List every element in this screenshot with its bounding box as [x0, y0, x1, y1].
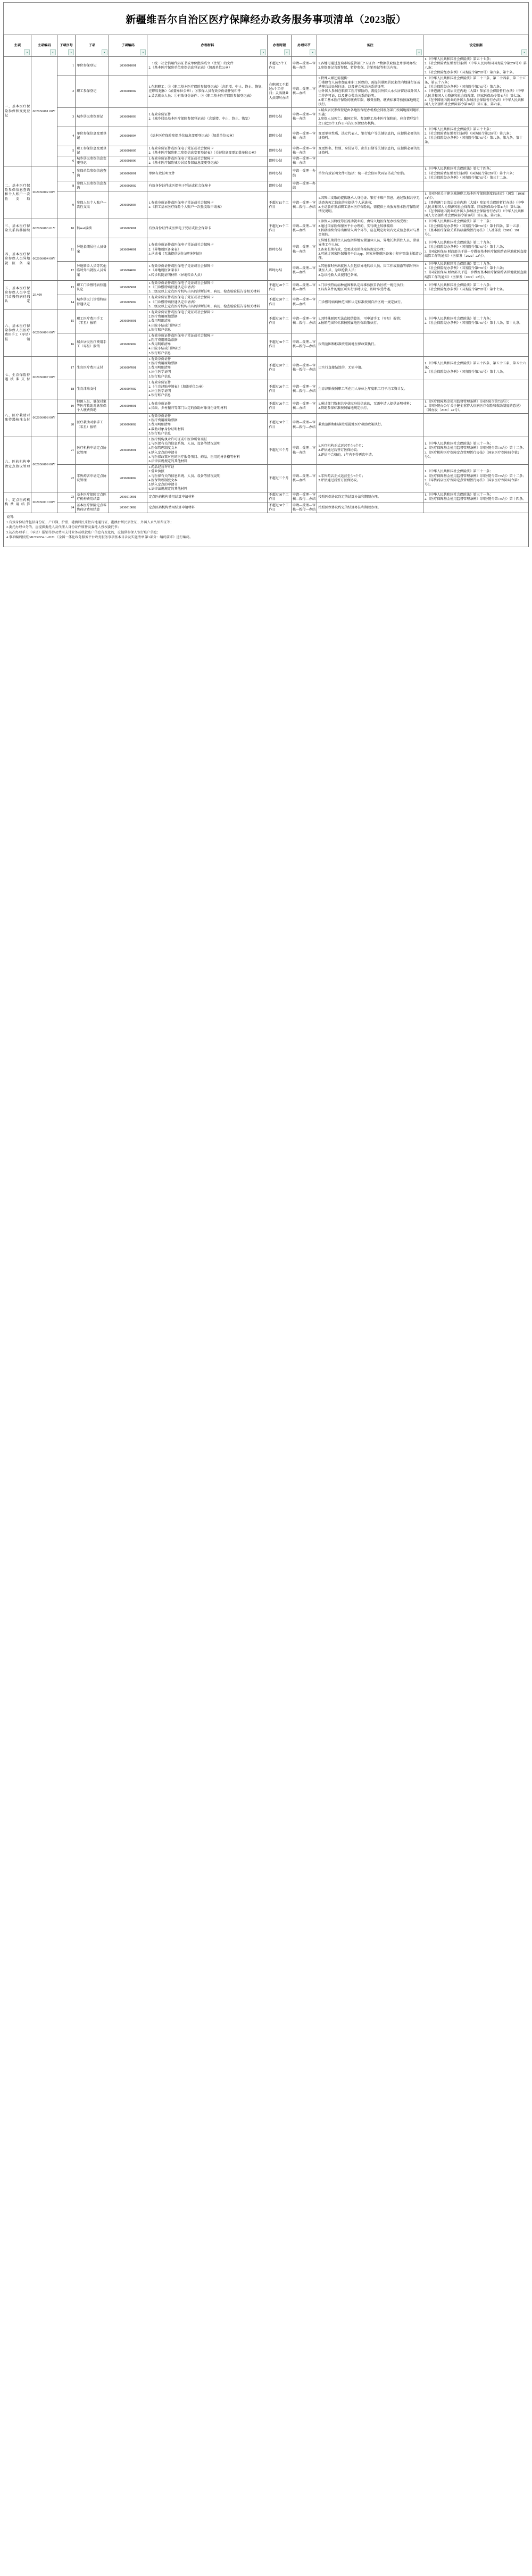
steps-cell: 申请—受理—审核—办结 — [291, 156, 317, 166]
sub-item-code-cell: 2036004002 — [109, 262, 147, 281]
basis-cell: 1.《中华人民共和国社会保险法》第三十一条； 2.《医疗保障基金使用监督管理条例》（国务院令第735号）第十二条； 3.《零售药店医疗保障定点管理暂行办法》（国家医疗保障局令第3号）。 — [423, 465, 529, 492]
remark-cell: 1.特殊人群还需提供： ①港澳台人员参加在职职工医保的，需提供港澳居民来往内地通行证或港澳台居民居住证，以及建立劳动关系的证明； ②外国人参加在职职工医疗保险的，需提供外国人永久居留证或外国人工作许可证，以及建立劳动关系的证明。 2.职工基本医疗保险的缴费年限、缴费基数、缴费标准等按照属地规定执行。 — [317, 76, 423, 107]
basis-cell: 1.《中华人民共和国社会保险法》第二十九条； 2.《社会保险经办条例》（国务院令第765号）第十六条； 3.《国家医保局 财政部关于进一步做好基本医疗保险跨省异地就医直接结算工作的通知》（医保发〔2022〕22号）。 — [423, 262, 529, 281]
sub-item-code-cell: 2036001002 — [109, 76, 147, 107]
sub-item-name-cell: 生育医疗费用支付 — [76, 356, 109, 380]
sub-item-name-cell: 参保人员参保信息查询 — [76, 181, 109, 191]
time-limit-cell: 即时办结 — [268, 156, 291, 166]
materials-cell: 1.有效身份证件 2.《生育津贴申领表》（加盖单位公章） 3.出生医学证明 4.银行账户信息 — [147, 380, 268, 399]
steps-cell: 申请—受理—办结 — [291, 181, 317, 191]
basis-cell — [423, 333, 529, 356]
time-limit-cell: 不超过15个工作日 — [268, 219, 291, 238]
main-item-cell: 十、定点医药机构费用结算 — [4, 492, 31, 513]
steps-cell: 申请—受理—审核—拨付—办结 — [291, 503, 317, 513]
sub-item-number-cell: 7 — [57, 166, 75, 181]
materials-cell: 1.药品经营许可证 2.营业执照 3.与医保有关的信息系统、人员、设备等情况说明 4.医保管理制度文本 5.纳入定点的申请书 6.法律法规规定的其他材料 — [147, 465, 268, 492]
sub-item-code-cell: 2036002002 — [109, 181, 147, 191]
main-item-code-cell: 002036002 00Y — [31, 166, 57, 219]
sub-item-number-cell: 4 — [57, 127, 75, 146]
sub-item-number-cell: 17 — [57, 356, 75, 380]
footnotes — [3, 513, 529, 547]
steps-cell: 申请—受理—审核—拨付—办结 — [291, 356, 317, 380]
filter-dropdown-icon[interactable] — [284, 49, 290, 55]
sub-item-code-cell: 2036006001 — [109, 310, 147, 333]
main-item-code-cell: 002036003 01Y — [31, 219, 57, 238]
sub-item-name-cell: 单位参保登记 — [76, 57, 109, 76]
main-item-cell: 九、医药机构申请定点协议管理 — [4, 437, 31, 492]
sub-item-number-cell: 24 — [57, 503, 75, 513]
main-item-cell: 三、基本医疗保险关系转移接续 — [4, 219, 31, 238]
basis-cell: 1.《中华人民共和国社会保险法》第三十二条； 2.《社会保险经办条例》（国务院令第765号）第十四条、第十五条； 3.《基本医疗保险关系转移接续暂行办法》（人社部发〔2009〕191号）。 — [423, 219, 529, 238]
sub-item-number-cell: 8 — [57, 181, 75, 191]
sub-item-number-cell: 18 — [57, 380, 75, 399]
basis-cell — [423, 295, 529, 310]
basis-cell — [423, 503, 529, 513]
table-row — [4, 380, 529, 399]
filter-dropdown-icon[interactable] — [416, 49, 422, 55]
header-label: 子项 — [88, 43, 96, 47]
materials-cell: 1.有效身份证件 2.《城乡居民基本医疗保险参保登记表》（含新增、中止、终止、恢复） — [147, 108, 268, 127]
time-limit-cell: 不超过20个工作日 — [268, 295, 291, 310]
table-row — [4, 414, 529, 437]
time-limit-cell: 不超过5个工作日 — [268, 57, 291, 76]
remark-cell: 1.零售药店正式运营至少3个月； 2.评估通过后签订医保协议。 — [317, 465, 423, 492]
sub-item-number-cell: 1 — [57, 57, 75, 76]
remark-cell: 按照医保协议约定的结算办法和期限办理。 — [317, 492, 423, 503]
main-item-code-cell: 002036007 00Y — [31, 356, 57, 399]
steps-cell: 申请—受理—审核—办结 — [291, 219, 317, 238]
remark-cell: 1.医疗机构正式运营至少3个月； 2.评估通过后签订医保协议； 3.评估不合格的，1年内不得再次申请。 — [317, 437, 423, 465]
materials-cell: 1.有效身份证件或医保电子凭证或社会保障卡 2.《异地就医备案表》 3.承诺书（无法提供居住证明材料的） — [147, 238, 268, 262]
sub-item-code-cell: 2036010002 — [109, 503, 147, 513]
sub-item-code-cell: 2036008001 — [109, 399, 147, 414]
table-row — [4, 437, 529, 465]
basis-cell: 1.《中华人民共和国社会保险法》第三十一条； 2.《医疗保障基金使用监督管理条例》（国务院令第735号）第十二条； 3.《医疗机构医疗保障定点管理暂行办法》（国家医疗保障局令第2号）。 — [423, 437, 529, 465]
materials-cell: 1.在职职工：①《职工基本医疗保险参保登记表》（含新增、中止、终止、恢复、在职转退休）（加盖单位公章）；②参保人员有效身份证件复印件 2.灵活就业人员：①有效身份证件；②《职工基本医疗保险参保登记表》 — [147, 76, 268, 107]
time-limit-cell: 不超过30个工作日 — [268, 414, 291, 437]
service-items-table — [3, 35, 529, 513]
sub-item-number-cell: 21 — [57, 437, 75, 465]
sub-item-code-cell: 2036001004 — [109, 127, 147, 146]
steps-cell: 申请—受理—审核—办结 — [291, 280, 317, 295]
time-limit-cell: 即时办结 — [268, 127, 291, 146]
materials-cell: 1.有效身份证件或医保电子凭证或社会保障卡 2.《门诊慢特病待遇认定申请表》 3.二级及以上定点医疗机构出具的诊断证明、病历、检查检验报告等相关材料 — [147, 295, 268, 310]
steps-cell: 申请—受理—审核—办结 — [291, 127, 317, 146]
remark-cell: 1.门诊慢特病病种范围和认定标准按照自治区统一规定执行； 2.具备条件的地区可实行即时认定、即时享受待遇。 — [317, 280, 423, 295]
time-limit-cell: 即时办结 — [268, 146, 291, 156]
main-item-code-cell: 002036001 00Y — [31, 57, 57, 166]
table-row — [4, 310, 529, 333]
main-item-cell: 五、基本医疗保险参保人员享受门诊慢特病待遇认定 — [4, 280, 31, 310]
time-limit-cell: 不超过20个工作日 — [268, 399, 291, 414]
column-header-main — [4, 35, 31, 57]
sub-item-name-cell: 生育津贴支付 — [76, 380, 109, 399]
sub-item-code-cell: 2036006002 — [109, 333, 147, 356]
table-row — [4, 280, 529, 295]
main-item-cell: 七、生育保险待遇核准支付 — [4, 356, 31, 399]
sub-item-number-cell: 9 — [57, 191, 75, 219]
main-item-code-cell: 2E+09 — [31, 280, 57, 310]
filter-dropdown-icon[interactable] — [310, 49, 315, 55]
basis-cell — [423, 146, 529, 156]
materials-cell: 1.有效身份证件或医保电子凭证或社会保障卡 2.医疗费用原始票据 3.费用明细清单 4.出院小结或门诊病历 5.银行账户信息 — [147, 310, 268, 333]
filter-dropdown-icon[interactable] — [140, 49, 146, 55]
main-item-code-cell: 002036006 00Y — [31, 310, 57, 356]
table-row — [4, 191, 529, 219]
table-row — [4, 356, 529, 380]
header-label: 设定依据 — [469, 43, 483, 47]
main-item-cell: 二、基本医疗保险参保信息查询和个人账户一次性支取 — [4, 166, 31, 219]
sub-item-name-cell: 医疗救助对象手工（零星）报销 — [76, 414, 109, 437]
note-item: 2.委托办理业务的，应提供委托人及代理人身份证件原件及委托人授权委托书； — [6, 525, 121, 530]
time-limit-cell: 不超过三个月 — [268, 437, 291, 465]
remark-cell: 门诊慢特病病种范围和认定标准按照自治区统一规定执行。 — [317, 295, 423, 310]
sub-item-code-cell: 2036004001 — [109, 238, 147, 262]
remark-cell: 变更单位性质、法定代表人、银行账户等关键信息的，应提供必要的佐证资料。 — [317, 127, 423, 146]
filter-dropdown-icon[interactable] — [68, 49, 74, 55]
time-limit-cell: 不超过20个工作日 — [268, 280, 291, 295]
sub-item-name-cell: 特困人员、低保对象等医疗救助对象参保个人缴费资助 — [76, 399, 109, 414]
sub-item-code-cell: 2036001003 — [109, 108, 147, 127]
sub-item-name-cell: 职工参保信息变更登记 — [76, 146, 109, 156]
main-item-cell: 一、基本医疗保险参保和变更登记 — [4, 57, 31, 166]
main-item-code-cell: 002036008 00Y — [31, 399, 57, 437]
remark-cell: 按照医保协议约定的结算办法和期限办理。 — [317, 503, 423, 513]
table-row — [4, 127, 529, 146]
sub-item-number-cell: 13 — [57, 280, 75, 295]
column-header-sub-code — [109, 35, 147, 57]
column-header-materials — [147, 35, 268, 57]
sub-item-name-cell: 异地转诊人员等其他临时外出就医人员备案 — [76, 262, 109, 281]
time-limit-cell: 不超过20个工作日 — [268, 380, 291, 399]
basis-cell: 1.《中华人民共和国社会保险法》第五十七条； 2.《社会保险费征缴暂行条例 （中华人民共和国国务院令第259号）》第八条； 3.《社会保险经办条例》（国务院令第765号）第六条、第十条。 — [423, 57, 529, 76]
column-header-main-code — [31, 35, 57, 57]
sub-item-name-cell: 职工参保登记 — [76, 76, 109, 107]
materials-cell: 1.医疗机构执业许可证或中医诊所备案证 2.与医保有关的信息系统、人员、设备等情况说明 3.医保管理制度文本 4.纳入定点的申请书 5.与医保政策对应的医疗服务项目、药品、医用耗材价格等材料 6.法律法规规定的其他材料 — [147, 437, 268, 465]
table-body — [4, 57, 529, 513]
materials-cell: 定点医药机构费用结算申请材料 — [147, 492, 268, 503]
table-row — [4, 76, 529, 107]
sub-item-name-cell: 异地长期居住人员备案 — [76, 238, 109, 262]
sub-item-number-cell: 20 — [57, 414, 75, 437]
materials-cell: 1.统一社会信用代码证书或单位批准成立（注销）的文件 2.《基本医疗保险单位参保信息登记表》（加盖单位公章） — [147, 57, 268, 76]
basis-cell: 1.《中华人民共和国社会保险法》第五十七条； 2.《社会保险费征缴暂行条例》（国务院令第259号）第九条； 3.《社会保险经办条例》（国务院令第765号）第八条、第九条、第十条。 — [423, 127, 529, 146]
table-row — [4, 219, 529, 238]
sub-item-code-cell: 2036009001 — [109, 437, 147, 465]
header-label: 子项编码 — [121, 43, 135, 47]
filter-dropdown-icon[interactable] — [102, 49, 107, 55]
sub-item-number-cell: 5 — [57, 146, 75, 156]
basis-cell — [423, 414, 529, 437]
notes-heading: 说明： — [6, 515, 16, 519]
sub-item-code-cell: 2036002001 — [109, 166, 147, 181]
materials-cell: 1.有效身份证件 2.医疗费用原始票据 3.费用明细清单 4.救助对象身份证明材料 5.银行账户信息 — [147, 414, 268, 437]
header-label: 备注 — [367, 43, 373, 47]
sub-item-name-cell: 参保人员个人账户一次性支取 — [76, 191, 109, 219]
column-header-steps — [291, 35, 317, 57]
sub-item-name-cell: 零售药店申请定点协议管理 — [76, 465, 109, 492]
materials-cell: 1.有效身份证件 2.民政、乡村振兴等部门认定的救助对象身份证明材料 — [147, 399, 268, 414]
basis-cell: 1.《中华人民共和国社会保险法》第七十四条； 2.《社会保险费征缴暂行条例》（国务院令第259号）第十六条； 3.《社会保险经办条例》（国务院令第765号）第三十二条。 — [423, 166, 529, 181]
time-limit-cell: 即时办结 — [268, 166, 291, 181]
steps-cell: 申请—受理—办结 — [291, 166, 317, 181]
sub-item-code-cell: 2036009002 — [109, 465, 147, 492]
table-row — [4, 181, 529, 191]
remark-cell: 1.异地长期居住人员包括异地安置退休人员、异地长期居住人员、常驻异地工作人员； 2.备案长期有效，变更或取消备案按规定办理； 3.可通过国家医保服务平台App、国家异地就医备案小程序等线上渠道办理。 — [317, 238, 423, 262]
header-label: 办理时限 — [272, 43, 286, 47]
filter-dropdown-icon[interactable] — [521, 49, 527, 55]
table-row — [4, 492, 529, 503]
sub-item-name-cell: 医疗机构申请定点协议管理 — [76, 437, 109, 465]
table-row — [4, 295, 529, 310]
filter-dropdown-icon[interactable] — [260, 49, 266, 55]
time-limit-cell: 不超过30个工作日 — [268, 492, 291, 503]
basis-cell — [423, 181, 529, 191]
table-row — [4, 399, 529, 414]
header-row — [4, 35, 529, 57]
header-label: 主项编码 — [37, 43, 51, 47]
main-item-code-cell: 002036010 00Y — [31, 492, 57, 513]
steps-cell: 申请—受理—审核—拨付—办结 — [291, 191, 317, 219]
main-item-cell: 四、基本医疗保险参保人员异地就医备案 — [4, 238, 31, 281]
table-row — [4, 57, 529, 76]
main-item-code-cell: 002036004 00Y — [31, 238, 57, 281]
materials-cell: 1.有效身份证件或医保电子凭证或社会保障卡 2.医疗费用原始票据 3.费用明细清单 4.出院小结或门诊病历 5.银行账户信息 — [147, 333, 268, 356]
time-limit-cell: 不超过30个工作日 — [268, 503, 291, 513]
table-row — [4, 166, 529, 181]
time-limit-cell: 不超过30个工作日 — [268, 333, 291, 356]
remark-cell: 1.各地可通过查询市场监管部门“五证合一”数据获取信息并即时办结； 2.参保登记含新参保、暂停参保、注销登记等相关内容。 — [317, 57, 423, 76]
time-limit-cell: 不超过30个工作日 — [268, 310, 291, 333]
sub-item-code-cell: 2036007001 — [109, 356, 147, 380]
sub-item-number-cell: 23 — [57, 492, 75, 503]
steps-cell: 申请—受理—审核—办结 — [291, 108, 317, 127]
sub-item-code-cell: 2036008002 — [109, 414, 147, 437]
sub-item-number-cell: 22 — [57, 465, 75, 492]
sub-item-name-cell: 职工医疗费用手工（零星）报销 — [76, 310, 109, 333]
steps-cell: 申请—受理—审核—办结 — [291, 57, 317, 76]
basis-cell: 1.《中华人民共和国社会保险法》第二十九条； 2.《社会保险经办条例》（国务院令第765号）第十八条、第十九条。 — [423, 310, 529, 333]
header-label: 办理材料 — [201, 43, 214, 47]
materials-cell: 有效身份证件或医保电子凭证或社会保障卡 — [147, 219, 268, 238]
header-label: 主项 — [14, 43, 21, 47]
remark-cell: 1.其他临时外出就医人员包括异地转诊人员、因工作或旅游等临时外出就医人员、急诊抢救人员； 2.急诊抢救人员视同已备案。 — [317, 262, 423, 281]
remark-cell: 1.通过部门数据共享获取身份信息的，无需申请人提供证明材料； 2.资助参保标准按照属地规定执行。 — [317, 399, 423, 414]
filter-dropdown-icon[interactable] — [50, 49, 56, 55]
materials-cell: 单位有效证明文件 — [147, 166, 268, 181]
sub-item-code-cell: 2036007002 — [109, 380, 147, 399]
remark-cell: 生育津贴按照职工所在用人单位上年度职工月平均工资计发。 — [317, 380, 423, 399]
steps-cell: 申请—受理—审核—拨付—办结 — [291, 414, 317, 437]
sub-item-name-cell: 城乡居民参保信息变更登记 — [76, 156, 109, 166]
remark-cell — [317, 181, 423, 191]
sub-item-code-cell: 2036001005 — [109, 146, 147, 156]
sub-item-number-cell: 16 — [57, 333, 75, 356]
column-header-time-limit — [268, 35, 291, 57]
table-row — [4, 465, 529, 492]
table-row — [4, 333, 529, 356]
steps-cell: 申请—受理—审核—办结 — [291, 262, 317, 281]
basis-cell: 1.《医疗保障基金使用监督管理条例》（国务院令第735号）； 2.《国务院办公厅关于健全重特大疾病医疗保险和救助制度的意见》（国办发〔2021〕42号）。 — [423, 399, 529, 414]
page-title: 新疆维吾尔自治区医疗保障经办政务服务事项清单（2023版） — [126, 14, 406, 26]
remark-cell: 变更姓名、性别、身份证号、出生日期等关键信息的，应提供必要的佐证资料。 — [317, 146, 423, 156]
sub-item-name-cell: 职工门诊慢特病待遇认定 — [76, 280, 109, 295]
steps-cell: 申请—受理—审核—办结 — [291, 238, 317, 262]
document-page — [0, 2, 532, 547]
table-row — [4, 262, 529, 281]
remark-cell: 救助范围和标准按照属地医疗救助政策执行。 — [317, 414, 423, 437]
sub-item-name-cell: 单位参保信息变更登记 — [76, 127, 109, 146]
remark-cell: 1.因死亡支取的提供继承人身份证、银行卡账户信息，通过数据共享无法查询死亡信息的应提供个人承诺书； 2.主动放弃参加职工基本医疗保险的，需提供主动放弃基本医疗保险的情况说明。 — [317, 191, 423, 219]
sub-item-name-cell: 转моё接续 — [76, 219, 109, 238]
sub-item-name-cell: 参保单位参保信息查询 — [76, 166, 109, 181]
steps-cell: 申请—受理—审核—拨付—办结 — [291, 380, 317, 399]
steps-cell: 申请—受理—审核—办结 — [291, 76, 317, 107]
materials-cell: 1.有效身份证件或医保电子凭证或社会保障卡 2.《基本医疗保险职工参保信息变更登记表》（关键信息变更加盖单位公章） — [147, 146, 268, 156]
sub-item-number-cell: 6 — [57, 156, 75, 166]
sub-item-number-cell: 11 — [57, 238, 75, 262]
table-row — [4, 108, 529, 127]
basis-cell: 1.《中华人民共和国社会保险法》第二十九条； 2.《社会保险经办条例》（国务院令第765号）第十六条； 3.《国家医保局 财政部关于进一步做好基本医疗保险跨省异地就医直接结算工作的通知》（医保发〔2022〕22号）。 — [423, 238, 529, 262]
sub-item-number-cell: 12 — [57, 262, 75, 281]
filter-dropdown-icon[interactable] — [24, 49, 30, 55]
time-limit-cell: 即时办结 — [268, 181, 291, 191]
sub-item-name-cell: 基本医疗保险定点医疗机构费用结算 — [76, 492, 109, 503]
remark-cell: 1.城乡居民参保登记由各地医保经办机构会同税务部门按属地原则组织实施； 2.参保人员死亡、出国定居、参加职工基本医疗保险的，应自情形发生之日起20个工作日内告知医保经办机构。 — [317, 108, 423, 127]
steps-cell: 申请—受理—审核—办结 — [291, 437, 317, 465]
steps-cell: 申请—受理—审核—办结 — [291, 295, 317, 310]
steps-cell: 申请—受理—审核—拨付—办结 — [291, 333, 317, 356]
materials-cell: 《基本医疗保险参保单位信息变更登记表》（加盖单位公章） — [147, 127, 268, 146]
sub-item-number-cell: 14 — [57, 295, 75, 310]
materials-cell: 1.有效身份证件或医保电子凭证或社会保障卡 2.《职工基本医疗保险个人账户一次性支取申请表》 — [147, 191, 268, 219]
materials-cell: 有效身份证件或医保电子凭证或社会保障卡 — [147, 181, 268, 191]
materials-cell: 1.有效身份证件或医保电子凭证或社会保障卡 2.《基本医疗保险城乡居民参保信息变更登记表》 — [147, 156, 268, 166]
steps-cell: 申请—受理—审核—办结 — [291, 146, 317, 156]
basis-cell: 1.《中华人民共和国社会保险法》第二十三条、第二十四条、第二十五条、第五十八条； 2.《社会保险经办条例》（国务院令第765号）第六条； 3.《香港澳门台湾居民在内地（大陆）参加社会保险暂行办法》（中华人民共和国人力资源和社会保障部、国家医保局令第41号）第七条； 4.《在中国境内就业的外国人参加社会保险暂行办法》（中华人民共和国人力资源和社会保障部令第16号）第五条、第六条。 — [423, 76, 529, 107]
steps-cell: 申请—受理—审核—办结 — [291, 465, 317, 492]
time-limit-cell: 即时办结 — [268, 238, 291, 262]
table-row — [4, 238, 529, 262]
remark-cell: 1.参保人员跨统筹区流动就业的，由转入地医保经办机构受理； 2.通过国家医保服务平台办理的，实行线上转移接续； 3.转移接续含转出和转入两个环节，应在规定时限内完成信息核对与基金划转。 — [317, 219, 423, 238]
sub-item-name-cell: 城乡居民医疗费用手工（零星）报销 — [76, 333, 109, 356]
materials-cell: 定点医药机构费用结算申请材料 — [147, 503, 268, 513]
time-limit-cell: 不超过15个工作日 — [268, 191, 291, 219]
time-limit-cell: 在职职工不超过5个工作日；灵活就业人员即时办结 — [268, 76, 291, 107]
basis-cell: 1.《中华人民共和国社会保险法》第二十八条； 2.《社会保险经办条例》（国务院令第765号）第十七条。 — [423, 280, 529, 295]
time-limit-cell: 不超过20个工作日 — [268, 356, 291, 380]
header-label: 子项序号 — [60, 43, 73, 47]
remark-cell: 报销范围和标准按照属地医保政策执行。 — [317, 333, 423, 356]
materials-cell: 1.有效身份证件或医保电子凭证或社会保障卡 2.《异地就医备案表》 3.转诊转院证明材料（异地转诊人员） — [147, 262, 268, 281]
note-item: 3.初次办理手工（零星）报销等涉及费用支付业务或收款账户信息有变化的，应提供参保人银行账户信息； — [6, 530, 161, 534]
sub-item-code-cell: 2036001001 — [109, 57, 147, 76]
table-row — [4, 503, 529, 513]
basis-cell — [423, 108, 529, 127]
sub-item-number-cell: 19 — [57, 399, 75, 414]
sub-item-code-cell: 2036005002 — [109, 295, 147, 310]
steps-cell: 申请—受理—审核—拨付—办结 — [291, 310, 317, 333]
column-header-sub — [76, 35, 109, 57]
table-row — [4, 146, 529, 156]
column-header-remark — [317, 35, 423, 57]
sub-item-name-cell: 城乡居民门诊慢特病待遇认定 — [76, 295, 109, 310]
sub-item-code-cell: 2036003001 — [109, 219, 147, 238]
sub-item-number-cell: 15 — [57, 310, 75, 333]
column-header-sub-no — [57, 35, 75, 57]
remark-cell: 1.因特殊原因无法直接结算的，可申请手工（零星）报销； 2.报销范围和标准按照属地医保政策执行。 — [317, 310, 423, 333]
steps-cell: 申请—受理—审核—拨付—办结 — [291, 492, 317, 503]
basis-cell — [423, 380, 529, 399]
sub-item-name-cell: 城乡居民参保登记 — [76, 108, 109, 127]
table-row — [4, 156, 529, 166]
sub-item-number-cell: 2 — [57, 76, 75, 107]
basis-cell — [423, 156, 529, 166]
sub-item-number-cell: 10 — [57, 219, 75, 238]
time-limit-cell: 即时办结 — [268, 262, 291, 281]
sub-item-code-cell: 2036005001 — [109, 280, 147, 295]
sub-item-code-cell: 2036002003 — [109, 191, 147, 219]
remark-cell: 单位有效证明文件可包括：统一社会信用代码证书或介绍信。 — [317, 166, 423, 181]
main-item-code-cell: 002036009 00Y — [31, 437, 57, 492]
steps-cell: 申请—受理—审核—办结 — [291, 399, 317, 414]
materials-cell: 1.有效身份证件 2.医疗费用原始票据 3.费用明细清单 4.出生医学证明 5.银行账户信息 — [147, 356, 268, 380]
header-label: 办理环节 — [297, 43, 311, 47]
materials-cell: 1.有效身份证件或医保电子凭证或社会保障卡 2.《门诊慢特病待遇认定申请表》 3.二级及以上定点医疗机构出具的诊断证明、病历、检查检验报告等相关材料 — [147, 280, 268, 295]
note-item: 4.事项编码按照GB/T39554.1-2020 《全国一体化政务服务平台政务服务事项基本目录及实施清单 第1部分：编码要求》进行编码。 — [6, 536, 193, 540]
sub-item-number-cell: 3 — [57, 108, 75, 127]
main-item-cell: 八、医疗救助对象待遇核准支付 — [4, 399, 31, 437]
time-limit-cell: 即时办结 — [268, 108, 291, 127]
sub-item-name-cell: 基本医疗保险定点零售药店费用结算 — [76, 503, 109, 513]
time-limit-cell: 不超过三个月 — [268, 465, 291, 492]
main-item-cell: 六、基本医疗保险参保人员医疗费用手工（零星）报销 — [4, 310, 31, 356]
title-container — [3, 2, 529, 35]
table-header — [4, 35, 529, 57]
column-header-basis — [423, 35, 529, 57]
basis-cell: 1.《中华人民共和国社会保险法》第五十四条、第五十五条、第五十六条； 2.《社会保险经办条例》（国务院令第765号）第十八条。 — [423, 356, 529, 380]
note-item: 1.有效身份证件包括身份证、户口簿、护照、港澳居民来往内地通行证、港澳台居民居住证、外国人永久居留证等； — [6, 520, 174, 524]
sub-item-code-cell: 2036001006 — [109, 156, 147, 166]
sub-item-code-cell: 2036010001 — [109, 492, 147, 503]
basis-cell: 1.《中华人民共和国社会保险法》第三十一条； 2.《医疗保障基金使用监督管理条例》（国务院令第735号）第十四条。 — [423, 492, 529, 503]
remark-cell: 已实行直接结算的，无需申请。 — [317, 356, 423, 380]
remark-cell — [317, 156, 423, 166]
basis-cell: 1.《国务院关于建立城镇职工基本医疗保险制度的决定》（国发〔1998〕44号）； 2.《香港澳门台湾居民在内地（大陆）参加社会保险暂行办法》（中华人民共和国人力资源和社会保障部、国家医保局令第41号）第七条； 3.《在中国境内就业的外国人参加社会保险暂行办法》（中华人民共和国人力资源和社会保障部令第16号）第五条、第六条。 — [423, 191, 529, 219]
